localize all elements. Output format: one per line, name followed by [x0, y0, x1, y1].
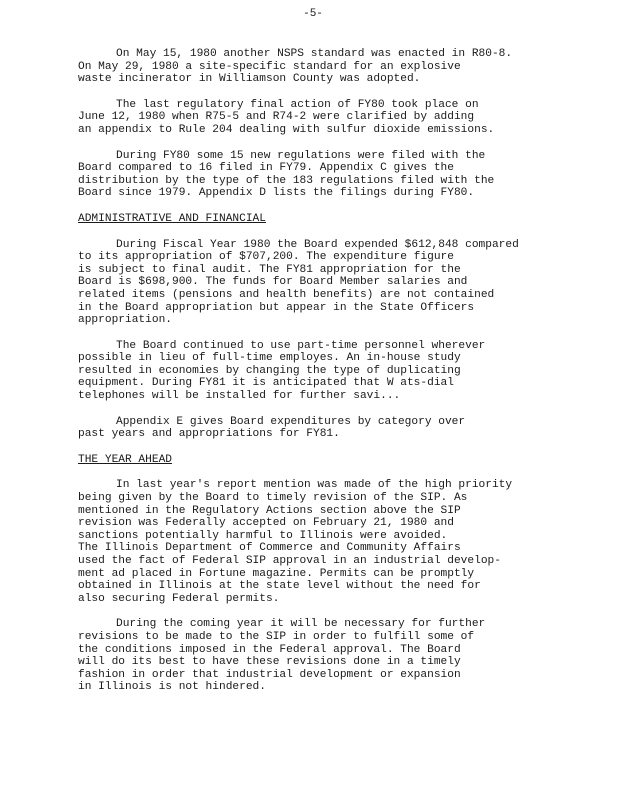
document-body	[78, 48, 548, 694]
paragraph-appendix-e: Appendix E gives Board expenditures by category over past years and appropriations for FY81.	[78, 415, 466, 441]
paragraph-nsps-standards: On May 15, 1980 another NSPS standard was enacted in R80-8. On May 29, 1980 a site-specific standard for an explosive waste incinerator in Williamson County was adopted.	[78, 48, 513, 86]
paragraph-final-action: The last regulatory final action of FY80 took place on June 12, 1980 when R75-5 and R74-2 were clarified by adding an appendix to Rule 204 dealing with sulfur dioxide emissions.	[78, 98, 495, 136]
paragraph-coming-year: During the coming year it will be necessary for further revisions to be made to the SIP in order to fulfill some of the conditions imposed in the Federal approval. The Board will do its best to have these revisions done in a timely fashion in order that industrial development or expansion in Illinois is not hindered.	[78, 618, 486, 694]
heading-year-ahead: THE YEAR AHEAD	[78, 453, 172, 466]
paragraph-part-time-personnel: The Board continued to use part-time personnel wherever possible in lieu of full-time employes. An in-house study resulted in economies by changing the type of duplicating equipment. During FY81 it is anticipated that W ats-dial telephones will be installed for further savi...	[78, 339, 486, 403]
paragraph-expenditures: During Fiscal Year 1980 the Board expended $612,848 compared to its appropriation of $707,200. The expenditure figure is subject to final audit. The FY81 appropriation for the Board is $698,900. The funds for Board Member salaries and related items (pensions and health benefits) are not contained in the Board appropriation but appear in the State Officers appropriation.	[78, 238, 519, 327]
paragraph-sip-revision: In last year's report mention was made of the high priority being given by the Board to timely revision of the SIP. As mentioned in the Regulatory Actions section above the SIP revision was Federally accepted on February 21, 1980 and sanctions potentially harmful to Illinois were avoided. The Illinois Department of Commerce and Community Affairs used the fact of Federal SIP approval in an industrial develop- ment ad placed in Fortune magazine. Permits can be promptly obtained in Illinois at the state level without the need for also securing Federal permits.	[78, 479, 513, 605]
page-number: -5-	[303, 8, 323, 20]
paragraph-new-regulations: During FY80 some 15 new regulations were filed with the Board compared to 16 filed in FY79. Appendix C gives the distribution by the type of the 183 regulations filed with the Board since 1979. Appendix D lists the filings during FY80.	[78, 149, 495, 200]
heading-administrative-financial: ADMINISTRATIVE AND FINANCIAL	[78, 212, 266, 225]
